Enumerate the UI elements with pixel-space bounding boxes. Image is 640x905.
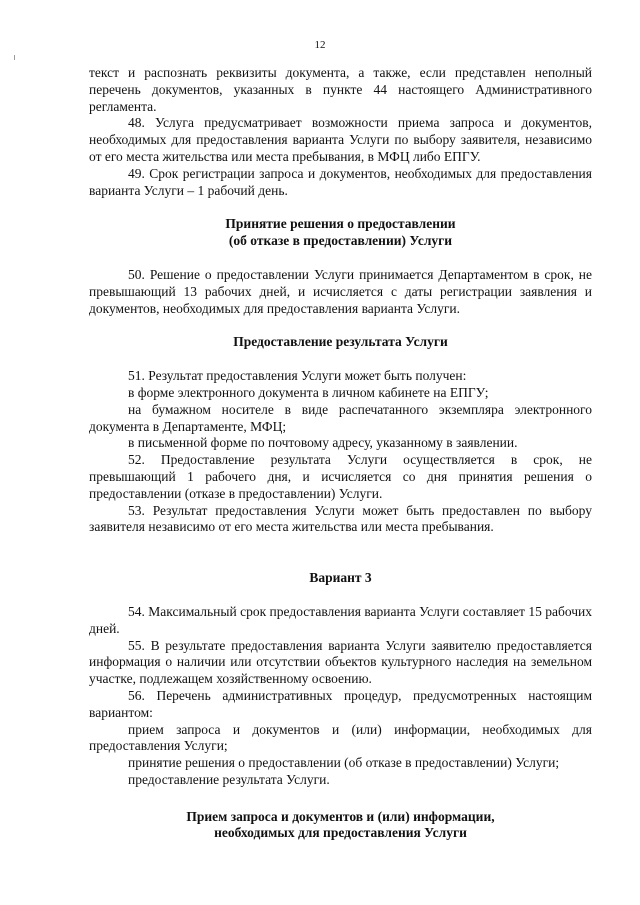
paragraph-52: 52. Предоставление результата Услуги осуществляется в срок, не превышающий 1 рабочего дня, и исчисляется со дня принятия решения о предоставлении (отказе в предоставлении) Услуги.	[89, 452, 592, 501]
paragraph-56-item-2: принятие решения о предоставлении (об отказе в предоставлении) Услуги;	[128, 755, 560, 771]
section-title-result: Предоставление результата Услуги	[233, 334, 448, 350]
heading-variant-3	[89, 536, 592, 604]
paragraph-51-item-1: в форме электронного документа в личном кабинете на ЕПГУ;	[128, 384, 489, 400]
paragraph-48: 48. Услуга предусматривает возможности приема запроса и документов, необходимых для предоставления варианта Услуги по выбору заявителя, независимо от его места жительства или места пребывания, в МФЦ либо ЕПГУ.	[89, 115, 592, 164]
paragraph-50: 50. Решение о предоставлении Услуги принимается Департаментом в срок, не превышающий 13 рабочих дней, и исчисляется с даты регистрации заявления и документов, необходимых для предоставления варианта Услуги.	[89, 266, 592, 316]
paragraph-continuation: текст и распознать реквизиты документа, а также, если представлен неполный перечень документов, указанных в пункте 44 настоящего Административного регламента.	[89, 65, 592, 114]
scan-edge-mark	[14, 55, 15, 60]
heading-reception	[89, 789, 592, 843]
paragraph-54: 54. Максимальный срок предоставления варианта Услуги составляет 15 рабочих дней.	[89, 603, 592, 636]
paragraph-53: 53. Результат предоставления Услуги может быть предоставлен по выбору заявителя независимо от его места жительства или места пребывания.	[89, 502, 592, 535]
paragraph-56-item-3: предоставление результата Услуги.	[128, 771, 330, 787]
section-title-decision-line-1: Принятие решения о предоставлении	[225, 216, 456, 232]
heading-decision	[89, 199, 592, 267]
section-title-reception	[89, 809, 592, 843]
paragraph-51-item-3: в письменной форме по почтовому адресу, указанному в заявлении.	[128, 435, 518, 451]
section-title-reception-line-1: Прием запроса и документов и (или) информации,	[186, 808, 495, 824]
paragraph-55: 55. В результате предоставления варианта Услуги заявителю предоставляется информация о наличии или отсутствии объектов культурного наследия на земельном участке, подлежащем хозяйственному освоению.	[89, 637, 592, 687]
heading-result	[89, 317, 592, 368]
paragraph-51-item-2: на бумажном носителе в виде распечатанного экземпляра электронного документа в Департаменте, МФЦ;	[89, 401, 592, 434]
paragraph-51: 51. Результат предоставления Услуги может быть получен:	[128, 368, 467, 384]
section-title-variant-3: Вариант 3	[309, 570, 372, 586]
paragraph-49: 49. Срок регистрации запроса и документов, необходимых для предоставления варианта Услуги – 1 рабочий день.	[89, 165, 592, 198]
section-title-decision-line-2: (об отказе в предоставлении) Услуги	[228, 233, 453, 249]
page-number: 12	[314, 39, 326, 51]
section-title-decision	[89, 216, 592, 250]
paragraph-56-item-1: прием запроса и документов и (или) информации, необходимых для предоставления Услуги;	[89, 721, 592, 754]
paragraph-56: 56. Перечень административных процедур, предусмотренных настоящим вариантом:	[89, 687, 592, 720]
section-title-reception-line-2: необходимых для предоставления Услуги	[214, 825, 467, 841]
page-content	[89, 65, 592, 842]
